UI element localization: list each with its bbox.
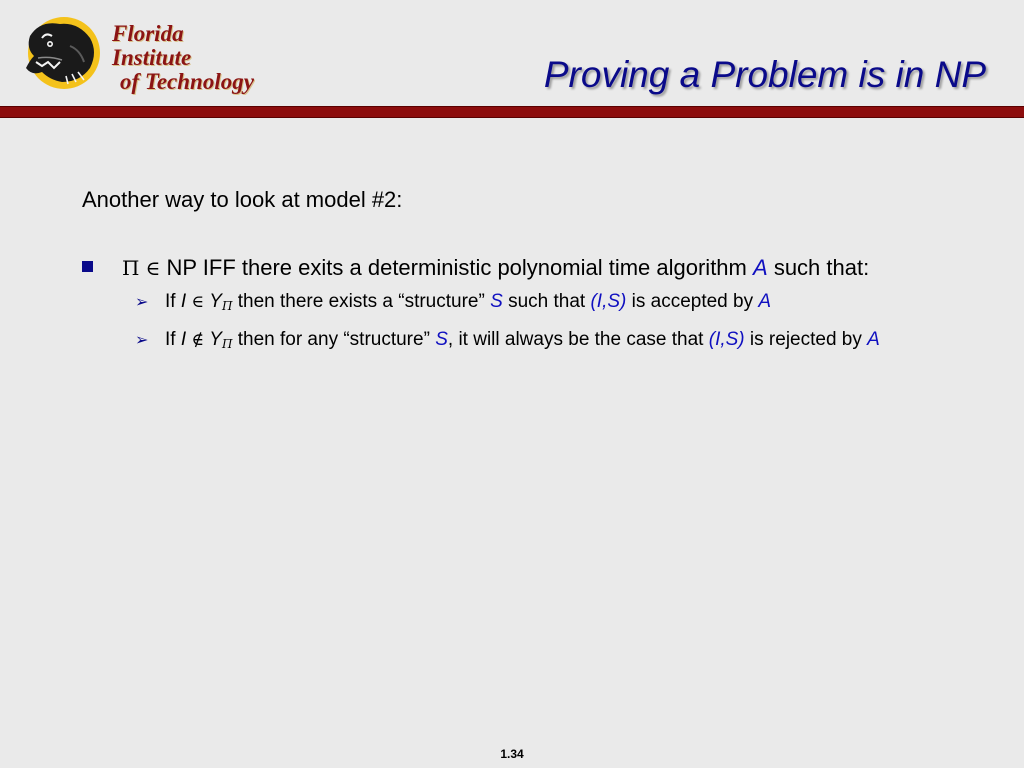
algorithm-a: A [753,255,768,280]
if-word: If [165,291,176,312]
instance-i: I [180,291,187,312]
sub-bullet-rejected [82,328,962,356]
sub1-text-3: is accepted by [631,291,754,312]
page-number: 1.34 [500,747,524,761]
not-element-of-symbol: ∉ [191,330,204,350]
sub2-text-3: is rejected by [749,329,862,350]
algorithm-a: A [758,291,772,312]
bullet-text-1: NP IFF there exits a deterministic polynomial time algorithm [166,255,747,280]
pi-subscript: Π [221,337,233,351]
logo-line-2: of Technology [120,69,254,94]
instance-i: I [180,329,187,350]
slide-title: Proving a Problem is in NP [543,54,986,95]
bullet-text-2: such that: [773,255,870,280]
yes-set-y: Y [209,291,222,312]
sub2-text-2: , it will always be the case that [447,329,704,350]
logo-line-1: Florida Institute [112,21,192,70]
arrow-bullet-icon: ➢ [135,292,149,311]
square-bullet-icon [82,261,93,272]
if-word: If [165,329,176,350]
yes-set-y: Y [209,329,222,350]
pi-subscript: Π [221,299,233,313]
sub1-text-1: then there exists a “structure” [237,291,485,312]
sub-bullet-accepted [82,290,962,318]
intro-text: Another way to look at model #2: [82,187,403,212]
algorithm-a: A [867,329,880,350]
pair-is: (I,S) [590,291,627,312]
structure-s: S [435,329,448,350]
slide-body [82,186,962,366]
title-divider-bar [0,106,1024,118]
pair-is: (I,S) [708,329,745,350]
panther-logo-icon [20,16,110,90]
element-of-symbol: ∈ [145,256,161,280]
arrow-bullet-icon: ➢ [135,330,149,349]
sub2-text-1: then for any “structure” [237,329,430,350]
logo-wordmark [112,22,260,94]
bullet-np-definition [82,254,962,282]
sub1-text-2: such that [508,291,586,312]
element-of-symbol: ∈ [191,292,204,312]
structure-s: S [490,291,503,312]
pi-symbol: Π [122,256,140,280]
institution-logo [20,16,260,94]
